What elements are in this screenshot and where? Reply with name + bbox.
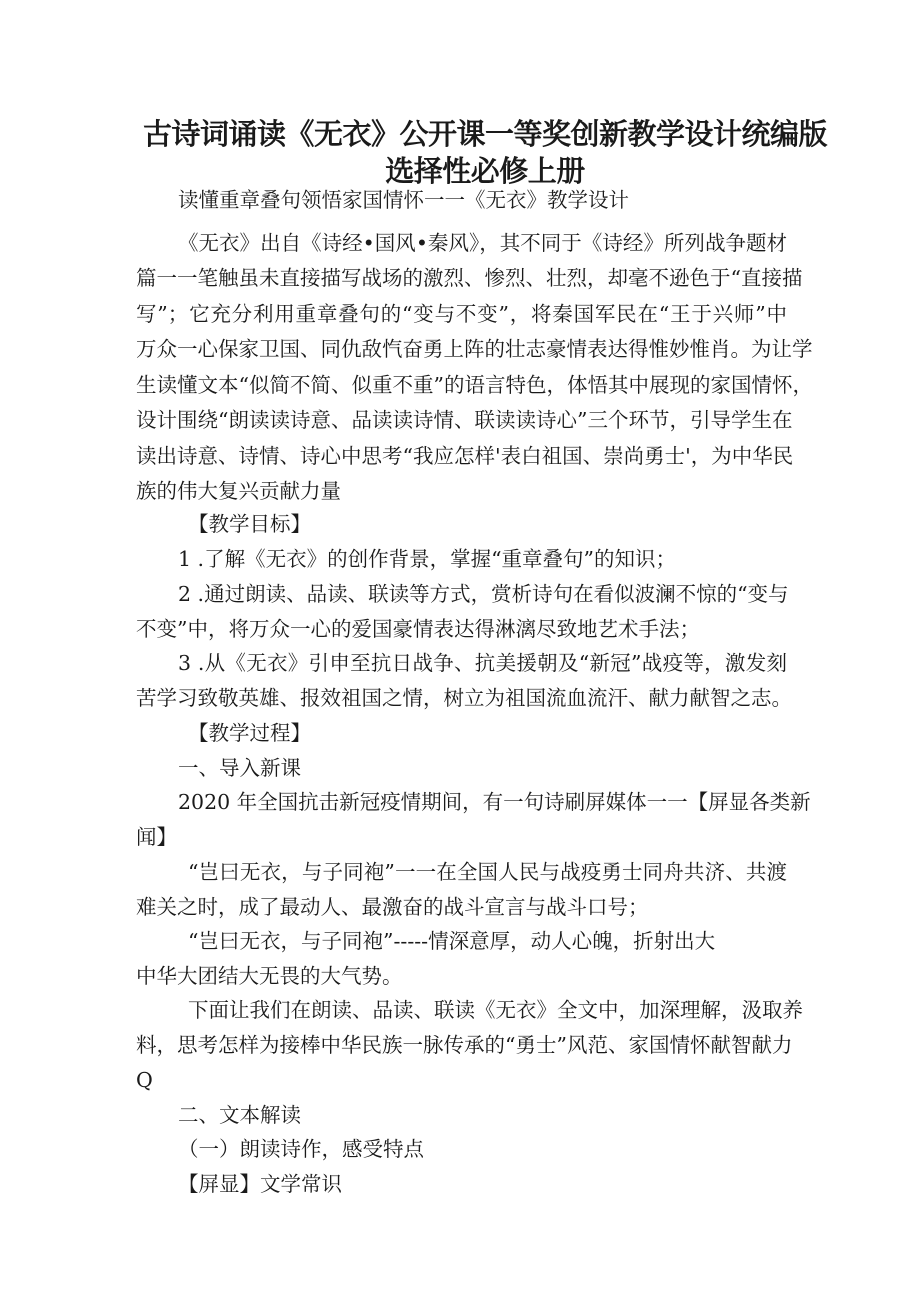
goals-heading: 【教学目标】 xyxy=(188,512,311,536)
intro-line: 万众一心保家卫国、同仇敌忾奋勇上阵的壮志豪情表达得惟妙惟肖。为让学 xyxy=(136,337,813,361)
goal-item-3-continued: 苦学习致敬英雄、报效祖国之情，树立为祖国流血流汗、献力献智之志。 xyxy=(136,686,792,710)
intro-line: 族的伟大复兴贡献力量 xyxy=(136,479,341,503)
goal-item-2-continued: 不变”中，将万众一心的爱国豪情表达得淋漓尽致地艺术手法； xyxy=(136,617,700,641)
paragraph-next-continued: 料，思考怎样为接棒中华民族一脉传承的“勇士”风范、家国情怀献智献力 xyxy=(136,1033,793,1057)
screen-note: 【屏显】文学常识 xyxy=(178,1172,342,1196)
paragraph-next-end: Q xyxy=(136,1068,153,1092)
paragraph-2020: 2020 年全国抗击新冠疫情期间，有一句诗刷屏媒体一一【屏显各类新 xyxy=(178,790,811,814)
process-heading: 【教学过程】 xyxy=(188,721,311,745)
section-heading-1: 一、导入新课 xyxy=(178,756,301,780)
goal-item-1: 1 .了解《无衣》的创作背景，掌握“重章叠句”的知识； xyxy=(178,547,677,571)
intro-line: 《无衣》出自《诗经•国风•秦风》，其不同于《诗经》所列战争题材 xyxy=(178,231,787,255)
quote-paragraph-1-continued: 难关之时，成了最动人、最激奋的战斗宣言与战斗口号； xyxy=(136,895,649,919)
document-title-line-2: 选择性必修上册 xyxy=(385,154,585,188)
subsection-heading-1: （一）朗读诗作，感受特点 xyxy=(178,1137,424,1161)
subtitle: 读懂重章叠句领悟家国情怀一一《无衣》教学设计 xyxy=(178,188,629,212)
paragraph-2020-continued: 闻】 xyxy=(136,825,177,849)
intro-line: 写”；它充分利用重章叠句的“变与不变”，将秦国军民在“王于兴师”中 xyxy=(136,302,787,326)
quote-paragraph-2-continued: 中华大团结大无畏的大气势。 xyxy=(136,964,403,988)
paragraph-next: 下面让我们在朗读、品读、联读《无衣》全文中，加深理解，汲取养 xyxy=(188,998,803,1022)
document-title-line-1: 古诗词诵读《无衣》公开课一等奖创新教学设计统编版 xyxy=(142,117,827,151)
goal-item-2: 2 .通过朗读、品读、联读等方式，赏析诗句在看似波澜不惊的“变与 xyxy=(178,582,789,606)
quote-paragraph-2: “岂曰无衣，与子同袍”-----情深意厚，动人心魄，折射出大 xyxy=(188,929,716,953)
section-heading-2: 二、文本解读 xyxy=(178,1103,301,1127)
intro-line: 篇一一笔触虽未直接描写战场的激烈、惨烈、壮烈，却毫不逊色于“直接描 xyxy=(136,266,803,290)
quote-paragraph-1: “岂曰无衣，与子同袍”一一在全国人民与战疫勇士同舟共济、共渡 xyxy=(188,860,787,884)
intro-line: 生读懂文本“似简不简、似重不重”的语言特色，体悟其中展现的家国情怀， xyxy=(136,373,813,397)
intro-line: 设计围绕“朗读读诗意、品读读诗情、联读读诗心”三个环节，引导学生在 xyxy=(136,408,793,432)
intro-line: 读出诗意、诗情、诗心中思考“我应怎样'表白祖国、崇尚勇士'，为中华民 xyxy=(136,444,794,468)
goal-item-3: 3 .从《无衣》引申至抗日战争、抗美援朝及“新冠”战疫等，激发刻 xyxy=(178,651,787,675)
